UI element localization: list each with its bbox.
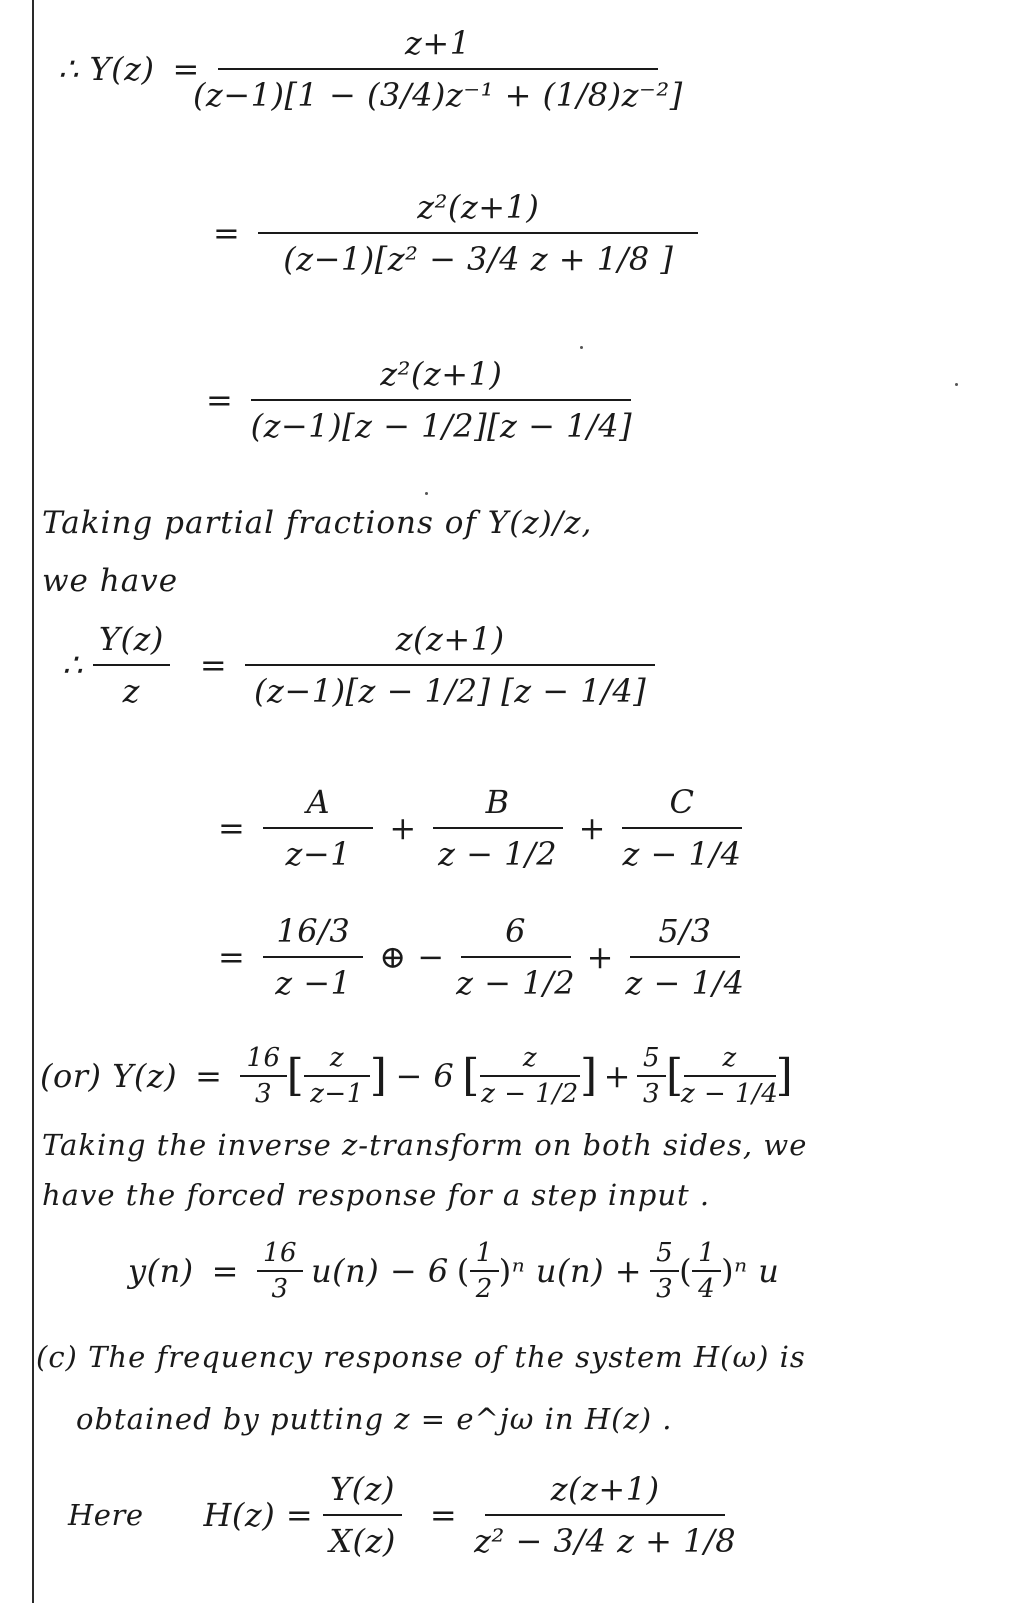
equation-lhs: H(z) = bbox=[203, 1496, 314, 1534]
left-bracket: [ bbox=[665, 1050, 684, 1101]
numerator: Y(z) bbox=[98, 620, 164, 658]
equals-sign: = bbox=[211, 1252, 239, 1290]
numerator: A bbox=[306, 783, 331, 821]
equals-sign: = bbox=[206, 381, 234, 419]
numerator: z²(z+1) bbox=[380, 355, 503, 393]
denominator: z−1 bbox=[310, 1079, 364, 1109]
right-bracket: ] bbox=[775, 1050, 794, 1101]
quarter bbox=[692, 1238, 721, 1304]
fraction bbox=[251, 355, 631, 445]
bracket-term-3 bbox=[680, 1043, 779, 1109]
right-paren: ) bbox=[721, 1252, 735, 1290]
therefore-symbol: ∴ bbox=[62, 646, 83, 684]
equation-partial-values bbox=[200, 912, 745, 1002]
lhs-fraction bbox=[93, 620, 170, 710]
denominator: z bbox=[122, 672, 141, 710]
left-paren: ( bbox=[679, 1252, 693, 1290]
denominator: (z−1)[z − 1/2] [z − 1/4] bbox=[254, 672, 647, 710]
equation-lhs: (or) Y(z) bbox=[40, 1057, 178, 1095]
numerator: z²(z+1) bbox=[417, 188, 540, 226]
bracket-term-1 bbox=[304, 1043, 370, 1109]
numerator: 6 bbox=[505, 912, 527, 950]
denominator: 4 bbox=[698, 1274, 716, 1304]
term-c bbox=[622, 783, 742, 873]
bracket-term-2 bbox=[480, 1043, 580, 1109]
numerator: 16 bbox=[246, 1043, 281, 1073]
coef-16-3 bbox=[257, 1238, 303, 1304]
equals-sign: = bbox=[195, 1057, 223, 1095]
denominator: 3 bbox=[642, 1079, 660, 1109]
denominator: z − 1/2 bbox=[456, 964, 576, 1002]
numerator: 5 bbox=[656, 1238, 674, 1268]
term-b bbox=[433, 783, 563, 873]
denominator: z² − 3/4 z + 1/8 bbox=[474, 1522, 737, 1560]
power-step-term: ⁿ u bbox=[734, 1252, 780, 1290]
numerator: 1 bbox=[475, 1238, 493, 1268]
text-obtained-by: obtained by putting z = e^jω in H(z) . bbox=[76, 1402, 673, 1436]
y-over-x-fraction bbox=[323, 1470, 402, 1560]
denominator: X(z) bbox=[329, 1522, 396, 1560]
fraction bbox=[192, 24, 683, 114]
fraction bbox=[258, 188, 698, 278]
denominator: (z−1)[z² − 3/4 z + 1/8 ] bbox=[283, 240, 674, 278]
left-paren: ( bbox=[456, 1252, 470, 1290]
equation-step-3 bbox=[188, 355, 631, 445]
numerator: z+1 bbox=[405, 24, 471, 62]
equation-partial-abc bbox=[200, 783, 742, 873]
ink-speck bbox=[580, 346, 583, 349]
minus-sign: ⊕ − bbox=[379, 938, 445, 976]
coef-5-3 bbox=[650, 1238, 679, 1304]
equation-y-over-z bbox=[62, 620, 655, 710]
text-we-have: we have bbox=[42, 563, 179, 599]
denominator: z − 1/4 bbox=[680, 1079, 779, 1109]
numerator: z(z+1) bbox=[395, 620, 505, 658]
denominator: z − 1/2 bbox=[481, 1079, 579, 1109]
text-frequency-response: (c) The frequency response of the system H(ω) is bbox=[36, 1340, 806, 1374]
equation-lhs: y(n) bbox=[128, 1252, 194, 1290]
denominator: 3 bbox=[656, 1274, 674, 1304]
text-forced-response: have the forced response for a step input . bbox=[42, 1178, 711, 1212]
plus-sign: + bbox=[603, 1057, 631, 1095]
numerator: 1 bbox=[698, 1238, 716, 1268]
minus-six: − 6 bbox=[395, 1057, 455, 1095]
power-step-term: ⁿ u(n) + bbox=[511, 1252, 643, 1290]
half bbox=[470, 1238, 499, 1304]
numerator: z bbox=[522, 1043, 538, 1073]
equation-y-of-z-expanded bbox=[40, 1043, 793, 1109]
equals-sign: = bbox=[429, 1496, 458, 1534]
denominator: z −1 bbox=[275, 964, 352, 1002]
step-term: u(n) − 6 bbox=[311, 1252, 449, 1290]
equation-h-of-z bbox=[68, 1470, 737, 1560]
denominator: z − 1/2 bbox=[438, 835, 558, 873]
text-inverse-z: Taking the inverse z-transform on both sides, we bbox=[42, 1128, 808, 1162]
denominator: 3 bbox=[271, 1274, 289, 1304]
numerator: C bbox=[669, 783, 695, 821]
denominator: z−1 bbox=[285, 835, 352, 873]
equals-sign: = bbox=[199, 646, 228, 684]
fraction bbox=[474, 1470, 737, 1560]
coef-5-3 bbox=[637, 1043, 666, 1109]
denominator: 2 bbox=[475, 1274, 493, 1304]
right-bracket: ] bbox=[579, 1050, 598, 1101]
numerator: 5 bbox=[642, 1043, 660, 1073]
left-bracket: [ bbox=[286, 1050, 305, 1101]
term-a bbox=[263, 783, 373, 873]
numerator: B bbox=[485, 783, 510, 821]
equation-step-2 bbox=[195, 188, 698, 278]
equals-sign: = bbox=[218, 938, 246, 976]
equation-y-of-z bbox=[58, 24, 683, 114]
plus-sign: + bbox=[586, 938, 614, 976]
right-bracket: ] bbox=[369, 1050, 388, 1101]
ink-speck bbox=[425, 492, 428, 495]
numerator: z bbox=[329, 1043, 345, 1073]
denominator: (z−1)[1 − (3/4)z⁻¹ + (1/8)z⁻²] bbox=[192, 76, 683, 114]
coef-16-3 bbox=[240, 1043, 286, 1109]
denominator: z − 1/4 bbox=[622, 835, 742, 873]
denominator: z − 1/4 bbox=[625, 964, 745, 1002]
term-6 bbox=[456, 912, 576, 1002]
equals-sign: = bbox=[213, 214, 241, 252]
numerator: z bbox=[722, 1043, 737, 1073]
numerator: 16 bbox=[262, 1238, 298, 1268]
denominator: (z−1)[z − 1/2][z − 1/4] bbox=[250, 407, 633, 445]
left-bracket: [ bbox=[462, 1050, 480, 1101]
numerator: 5/3 bbox=[658, 912, 712, 950]
plus-sign: + bbox=[578, 809, 606, 847]
margin-line bbox=[32, 0, 34, 1603]
text-partial-fractions: Taking partial fractions of Y(z)/z, bbox=[42, 505, 593, 541]
numerator: Y(z) bbox=[330, 1470, 395, 1508]
term-16-3 bbox=[263, 912, 363, 1002]
equals-sign: = bbox=[218, 809, 246, 847]
plus-sign: + bbox=[389, 809, 417, 847]
here-label: Here bbox=[68, 1498, 144, 1532]
equals-sign: = bbox=[172, 50, 200, 88]
term-5-3 bbox=[625, 912, 745, 1002]
denominator: 3 bbox=[254, 1079, 273, 1109]
equation-y-of-n bbox=[128, 1238, 779, 1304]
fraction bbox=[245, 620, 655, 710]
right-paren: ) bbox=[498, 1252, 512, 1290]
numerator: 16/3 bbox=[276, 912, 351, 950]
equation-lhs: ∴ Y(z) bbox=[58, 50, 155, 88]
ink-speck bbox=[955, 383, 958, 386]
numerator: z(z+1) bbox=[550, 1470, 660, 1508]
